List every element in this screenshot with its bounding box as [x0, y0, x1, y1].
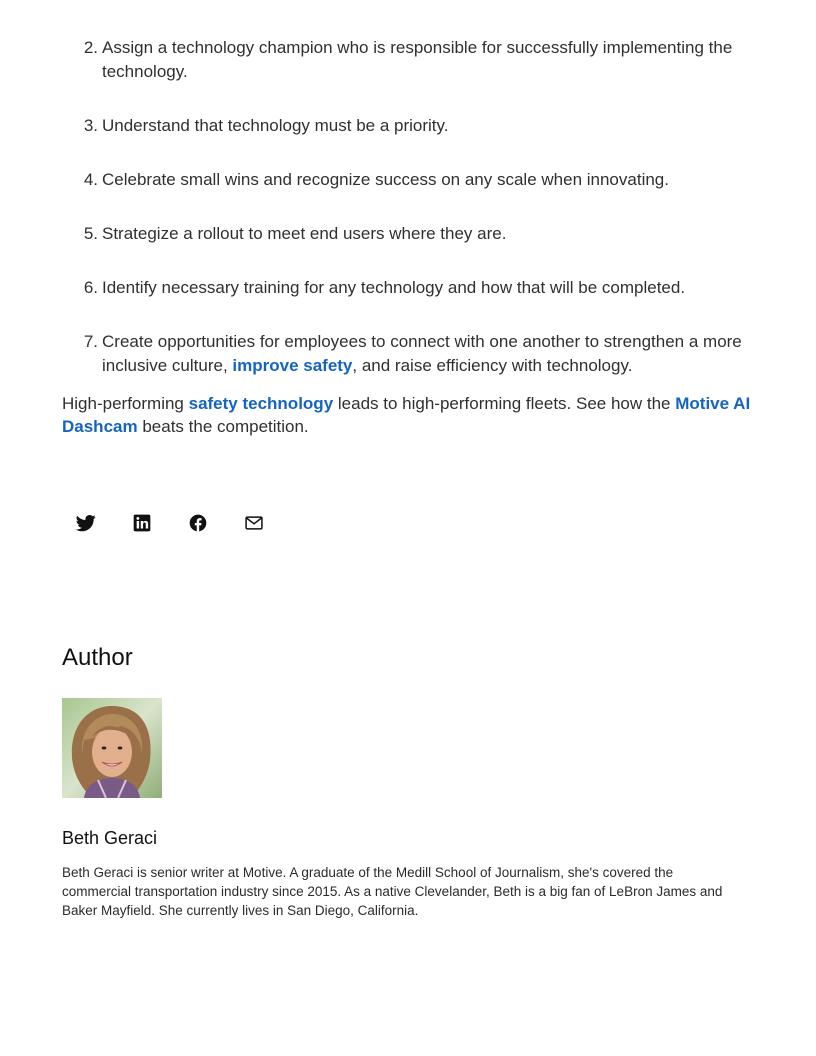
step-number: 6.	[83, 278, 98, 297]
closing-text: leads to high-performing fleets. See how the	[333, 394, 676, 413]
closing-text: High-performing	[62, 394, 189, 413]
motive-ai-dashcam-link[interactable]: Motive AI Dashcam	[62, 394, 751, 436]
share-linkedin-button[interactable]	[132, 513, 152, 533]
step-text: Identify necessary training for any technology and how that will be completed.	[102, 278, 686, 297]
linkedin-icon	[132, 513, 152, 533]
step-text-after: , and raise efficiency with technology.	[352, 356, 633, 375]
steps-list	[62, 36, 762, 378]
list-item	[62, 222, 762, 246]
step-number: 4.	[83, 170, 98, 189]
step-text: Assign a technology champion who is responsible for successfully implementing the technology.	[102, 38, 733, 81]
share-facebook-button[interactable]	[188, 513, 208, 533]
author-name: Beth Geraci	[62, 828, 158, 848]
step-number: 2.	[83, 38, 98, 57]
list-item	[62, 276, 762, 300]
step-text: Understand that technology must be a priority.	[102, 116, 449, 135]
share-bar	[76, 513, 264, 533]
step-text-before: Create opportunities for employees to connect with one another to strengthen a more inclusive culture,	[102, 332, 742, 375]
facebook-icon	[188, 513, 208, 533]
twitter-icon	[76, 513, 96, 533]
share-email-button[interactable]	[244, 513, 264, 533]
step-number: 5.	[83, 224, 98, 243]
closing-paragraph	[62, 392, 762, 438]
author-avatar	[62, 698, 162, 798]
safety-technology-link[interactable]: safety technology	[188, 394, 334, 413]
email-icon	[244, 513, 264, 533]
step-text: Celebrate small wins and recognize success on any scale when innovating.	[102, 170, 669, 189]
list-item	[62, 168, 762, 192]
step-number: 7.	[83, 332, 98, 351]
author-bio: Beth Geraci is senior writer at Motive. A graduate of the Medill School of Journalism, she's covered the commercial transportation industry since 2015. As a native Clevelander, Beth is a big fan of LeBron James and Baker Mayfield. She currently lives in San Diego, California.	[62, 865, 723, 918]
improve-safety-link[interactable]: improve safety	[232, 356, 353, 375]
share-twitter-button[interactable]	[76, 513, 96, 533]
list-item	[62, 114, 762, 138]
list-item	[62, 330, 762, 378]
step-text: Strategize a rollout to meet end users where they are.	[102, 224, 507, 243]
closing-text: beats the competition.	[137, 417, 309, 436]
list-item	[62, 36, 762, 84]
step-number: 3.	[83, 116, 98, 135]
author-heading: Author	[62, 644, 133, 671]
